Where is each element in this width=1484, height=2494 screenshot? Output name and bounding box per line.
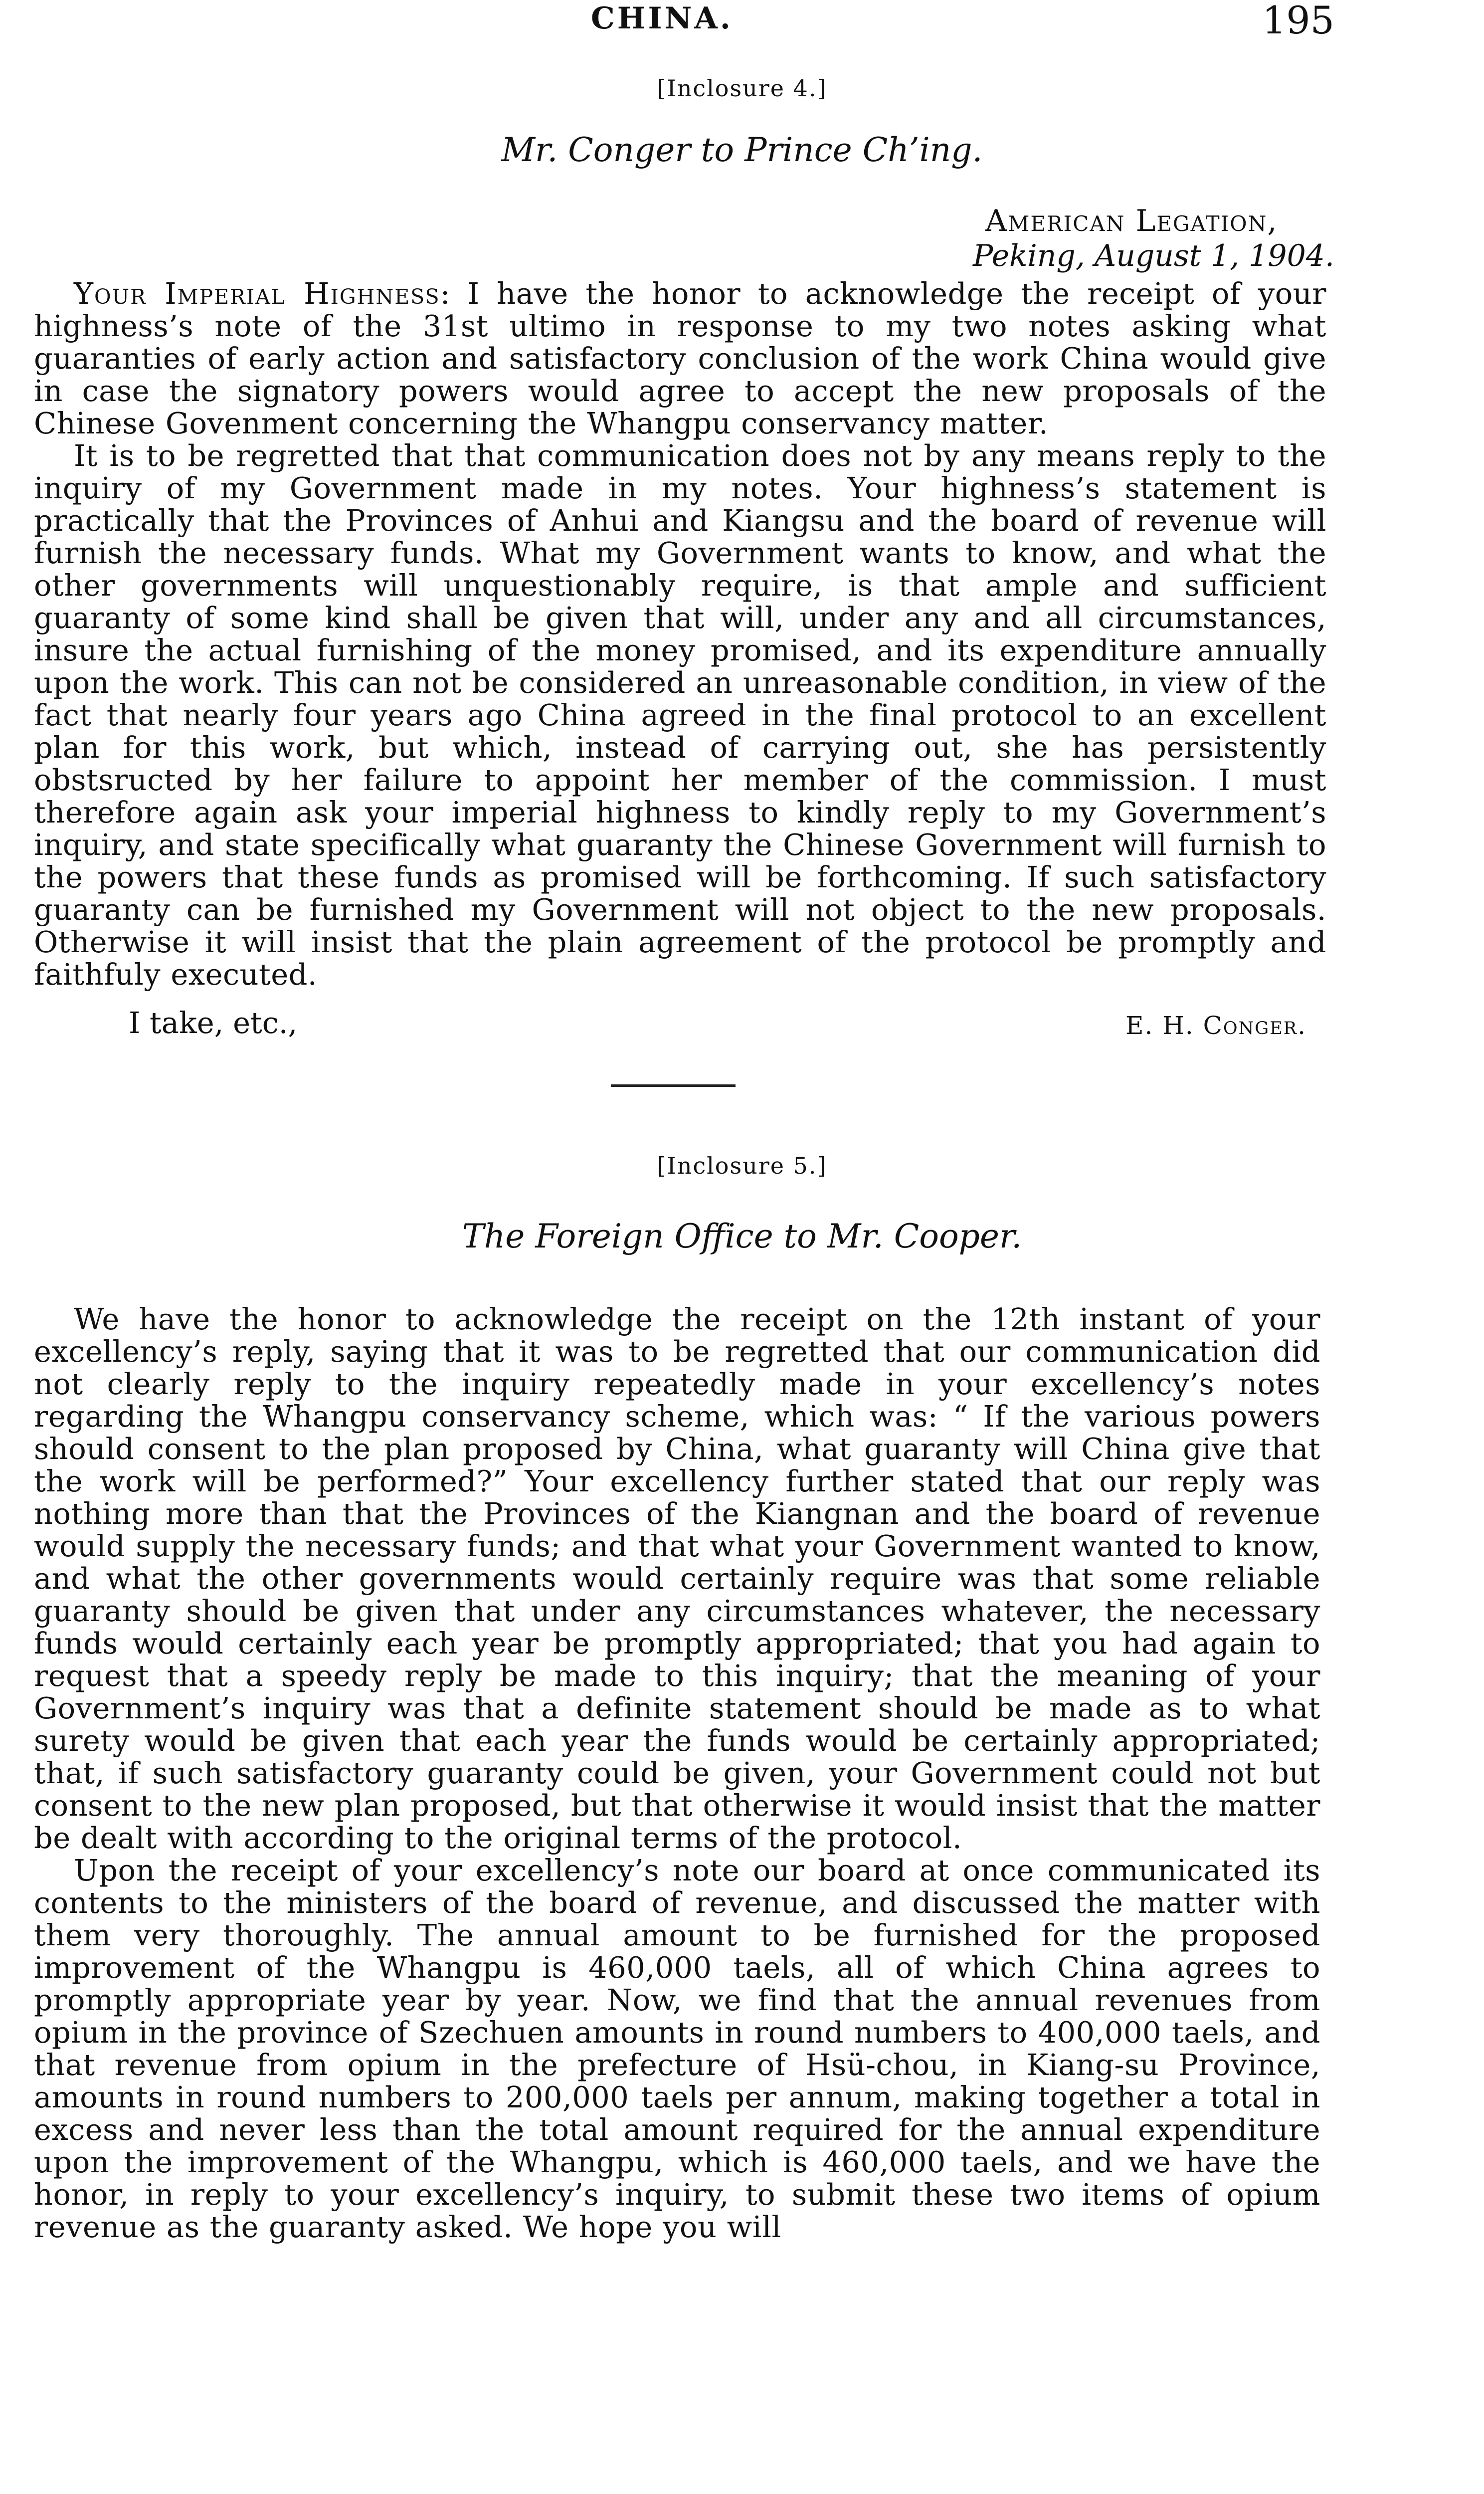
letter1-body	[34, 277, 1326, 991]
page-number: 195	[1262, 0, 1334, 42]
inclosure-5-label: [Inclosure 5.]	[657, 1152, 827, 1179]
letter1-signature: E. H. Conger.	[1125, 1011, 1306, 1040]
letter2-paragraph-2: Upon the receipt of your excellency’s note our board at once communicated its contents to the ministers of the board of revenue, and discussed the matter with them very thoroughly. The annual amount to be furnished for the proposed improvement of the Whangpu is 460,000 taels, all of which China agrees to promptly appropriate year by year. Now, we find that the annual revenues from opium in the province of Szechuen amounts in round numbers to 400,000 taels, and that revenue from opium in the prefecture of Hsü-chou, in Kiang-su Province, amounts in round numbers to 200,000 taels per annum, making together a total in excess and never less than the total amount required for the annual expenditure upon the improvement of the Whangpu, which is 460,000 taels, and we have the honor, in reply to your excellency’s inquiry, to submit these two items of opium revenue as the guaranty asked. We hope you will	[34, 1853, 1320, 2244]
running-head-title: CHINA.	[591, 1, 733, 36]
letter1-paragraph-2: It is to be regretted that that communication does not by any means reply to the inquiry of my Government made in my notes. Your highness’s statement is practically that the Provinces of Anhui and Kiangsu and the board of revenue will furnish the necessary funds. What my Government wants to know, and what the other governments will unquestionably require, is that ample and sufficient guaranty of some kind shall be given that will, under any and all circumstances, insure the actual furnishing of the money promised, and its expenditure annually upon the work. This can not be considered an unreasonable condition, in view of the fact that nearly four years ago China agreed in the final protocol to an excellent plan for this work, but which, instead of carrying out, she has persistently obstsructed by her failure to appoint her member of the commission. I must therefore again ask your imperial highness to kindly reply to my Government’s inquiry, and state specifically what guaranty the Chinese Government will furnish to the powers that these funds as promised will be forthcoming. If such satisfactory guaranty can be furnished my Government will not object to the new proposals. Otherwise it will insist that the plain agreement of the protocol be promptly and faithfuly executed.	[34, 438, 1326, 992]
letter1-place: American Legation,	[985, 204, 1278, 238]
letter1-salutation: Your Imperial Highness	[74, 276, 440, 311]
inclosure-4-label: [Inclosure 4.]	[657, 75, 827, 102]
letter1-paragraph-1	[34, 277, 1326, 439]
letter1-date: Peking, August 1, 1904.	[972, 238, 1334, 273]
section-divider	[611, 1084, 736, 1087]
letter1-dateline	[973, 204, 1334, 273]
letter1-paragraph-1-text: : I have the honor to acknowledge the receipt of your highness’s note of the 31st ultimo in response to my two notes asking what guaranties of early action and satisfactory conclusion of the work China would give in case the signatory powers would agree to accept the new proposals of the Chinese Govenment concerning the Whangpu conservancy matter.	[34, 276, 1326, 440]
letter1-closing: I take, etc.,	[129, 1006, 298, 1040]
letter2-heading: The Foreign Office to Mr. Cooper.	[462, 1217, 1022, 1255]
letter2-paragraph-1: We have the honor to acknowledge the receipt on the 12th instant of your excellency’s reply, saying that it was to be regretted that our communication did not clearly reply to the inquiry repeatedly made in your excellency’s notes regarding the Whangpu conservancy scheme, which was: “ If the various powers should consent to the plan proposed by China, what guaranty will China give that the work will be performed?” Your excellency further stated that our reply was nothing more than that the Provinces of the Kiangnan and the board of revenue would supply the necessary funds; and that what your Government wanted to know, and what the other governments would certainly require was that some reliable guaranty should be given that under any circumstances whatever, the necessary funds would certainly each year be promptly appropriated; that you had again to request that a speedy reply be made to this inquiry; that the meaning of your Government’s inquiry was that a definite statement should be made as to what surety would be given that each year the funds would be certainly appropriated; that, if such satisfactory guaranty could be given, your Government could not but consent to the new plan proposed, but that otherwise it would insist that the matter be dealt with according to the original terms of the protocol.	[34, 1302, 1320, 1855]
running-head	[0, 0, 1484, 40]
letter1-heading: Mr. Conger to Prince Ch’ing.	[501, 131, 983, 169]
letter2-body	[34, 1303, 1320, 2243]
